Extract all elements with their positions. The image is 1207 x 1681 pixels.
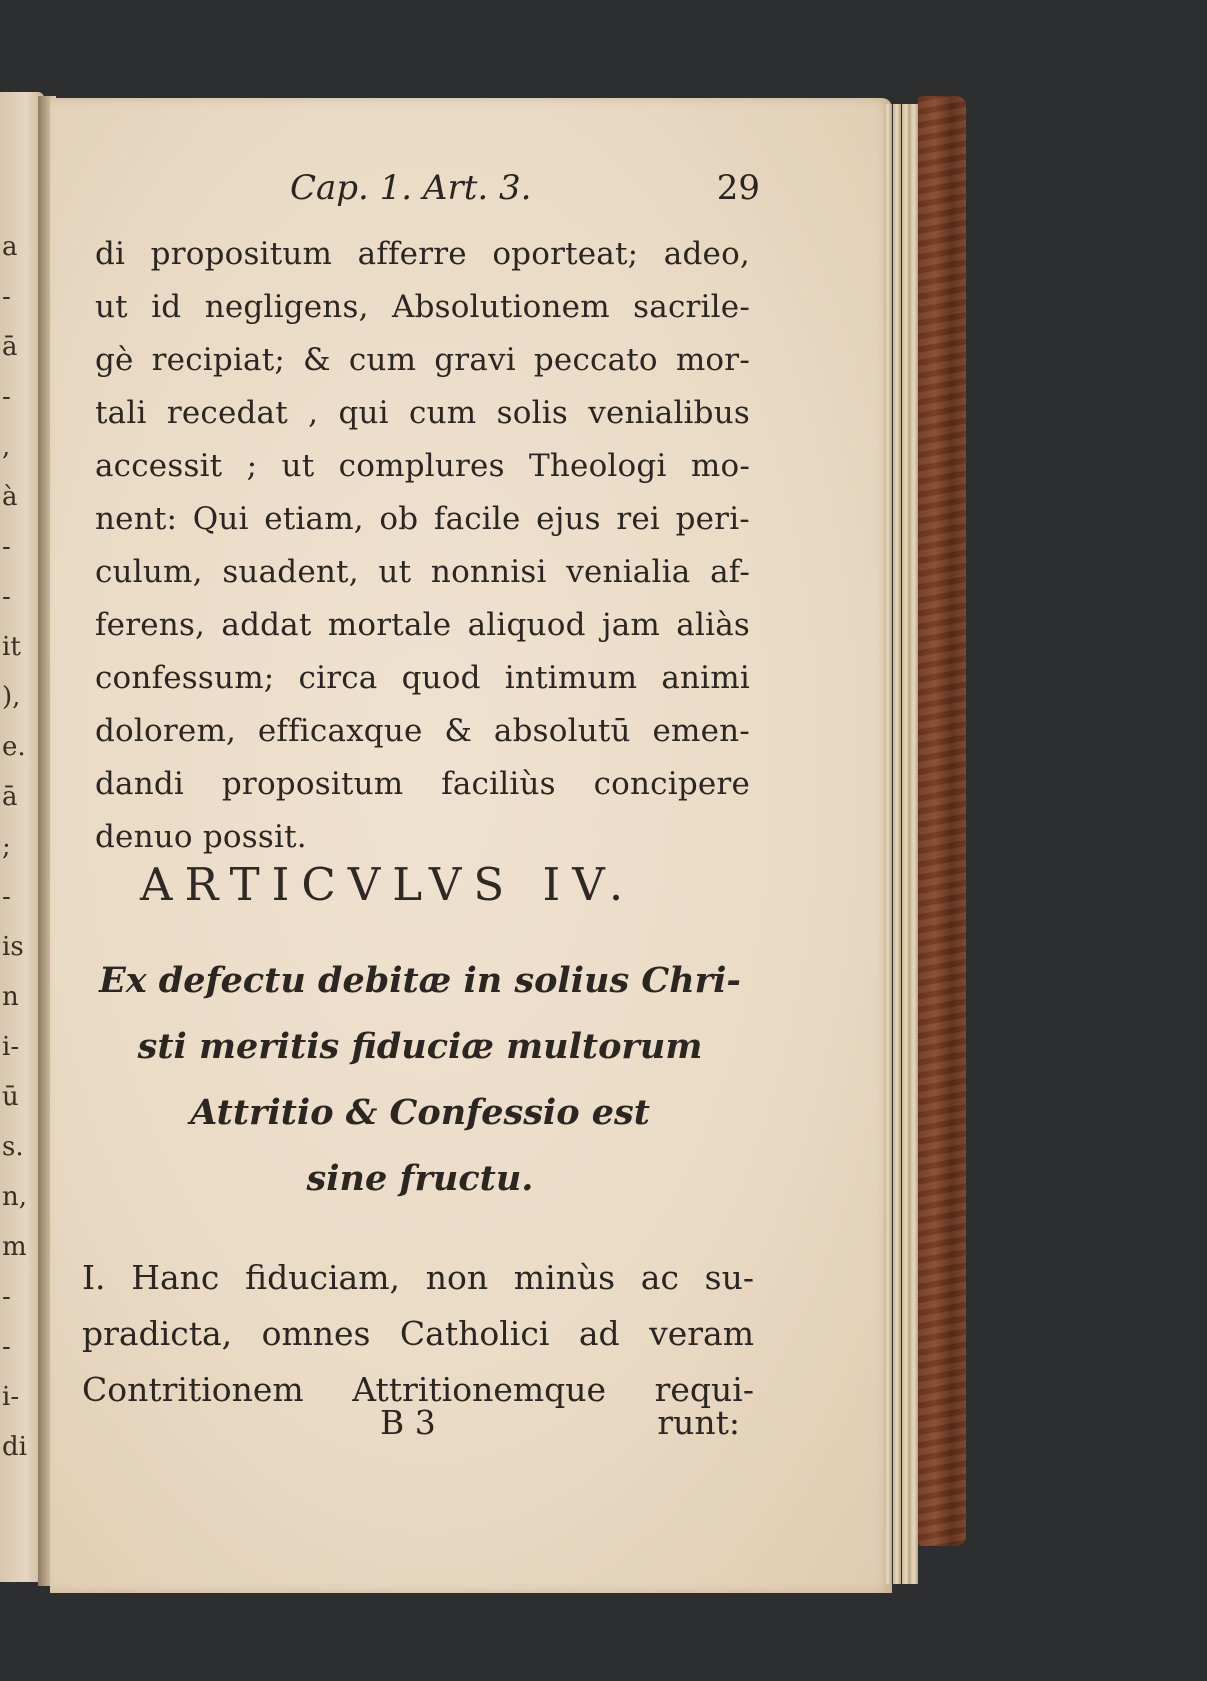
facing-page-fragment: i-: [2, 1382, 20, 1412]
facing-page-fragment: ū: [2, 1082, 19, 1112]
subheading-line: Attritio & Confessio est: [190, 1092, 650, 1133]
facing-page-fragment: i-: [2, 1032, 20, 1062]
text-line: culum, suadent, ut nonnisi venialia af-: [95, 554, 750, 590]
subheading-line: sine fructu.: [306, 1158, 534, 1199]
page-edge: [902, 104, 910, 1584]
text-line: nent: Qui etiam, ob facile ejus rei peri-: [95, 501, 750, 537]
running-head: [290, 168, 760, 218]
facing-page-fragment: s.: [2, 1132, 24, 1162]
page-edge: [884, 104, 892, 1584]
facing-page-fragment: -: [2, 382, 11, 412]
facing-page-fragment: -: [2, 1282, 11, 1312]
facing-page-fragment: a: [2, 232, 18, 262]
text-line: ut id negligens, Absolutionem sacrile-: [95, 289, 750, 325]
facing-page-fragment: ;: [2, 832, 11, 862]
facing-page-fragment: -: [2, 532, 11, 562]
paragraph-text: [82, 1250, 754, 1418]
facing-page-fragment: -: [2, 282, 11, 312]
facing-page-fragment: n,: [2, 1182, 28, 1212]
text-line: gè recipiat; & cum gravi peccato mor-: [95, 342, 750, 378]
facing-page-fragment: ,: [2, 432, 11, 462]
text-line: denuo possit.: [95, 819, 307, 855]
subheading-line: sti meritis fiduciæ multorum: [137, 1026, 703, 1067]
text-line: confessum; circa quod intimum animi: [95, 660, 750, 696]
signature-mark: B 3: [380, 1403, 436, 1442]
page-edge: [893, 104, 901, 1584]
facing-page-fragment: e.: [2, 732, 26, 762]
facing-page-fragment: -: [2, 1332, 11, 1362]
article-heading: ARTICVLVS IV.: [140, 858, 636, 911]
facing-page-fragment: m: [2, 1232, 27, 1262]
text-line: di propositum afferre oporteat; adeo,: [95, 236, 750, 272]
text-line: tali recedat , qui cum solis venialibus: [95, 395, 750, 431]
running-head-title: Cap. 1. Art. 3.: [290, 168, 532, 208]
body-text: [95, 228, 750, 864]
page-edge: [910, 104, 918, 1584]
facing-page-fragment: -: [2, 582, 11, 612]
text-line: dandi propositum faciliùs concipere: [95, 766, 750, 802]
article-subheading: [90, 948, 750, 1212]
facing-page-fragment: ā: [2, 782, 18, 812]
catchword: runt:: [657, 1403, 740, 1442]
facing-page-fragment: di: [2, 1432, 27, 1462]
facing-page-fragment: n: [2, 982, 19, 1012]
page-number: 29: [716, 168, 760, 208]
facing-page-fragment: à: [2, 482, 18, 512]
facing-page-fragment: ā: [2, 332, 18, 362]
leather-cover: [918, 96, 966, 1546]
facing-page-fragment: ),: [2, 682, 21, 712]
text-line: pradicta, omnes Catholici ad veram: [82, 1314, 754, 1353]
text-line: accessit ; ut complures Theologi mo-: [95, 448, 750, 484]
text-line: ferens, addat mortale aliquod jam aliàs: [95, 607, 750, 643]
text-line: Contritionem Attritionemque requi-: [82, 1370, 754, 1409]
page-footer: [380, 1403, 740, 1453]
facing-page-fragment: -: [2, 882, 11, 912]
facing-page-fragment: is: [2, 932, 24, 962]
text-line: dolorem, efficaxque & absolutū emen-: [95, 713, 750, 749]
subheading-line: Ex defectu debitæ in solius Chri-: [99, 960, 741, 1001]
facing-page-fragment: it: [2, 632, 21, 662]
text-line: I. Hanc fiduciam, non minùs ac su-: [82, 1258, 754, 1297]
